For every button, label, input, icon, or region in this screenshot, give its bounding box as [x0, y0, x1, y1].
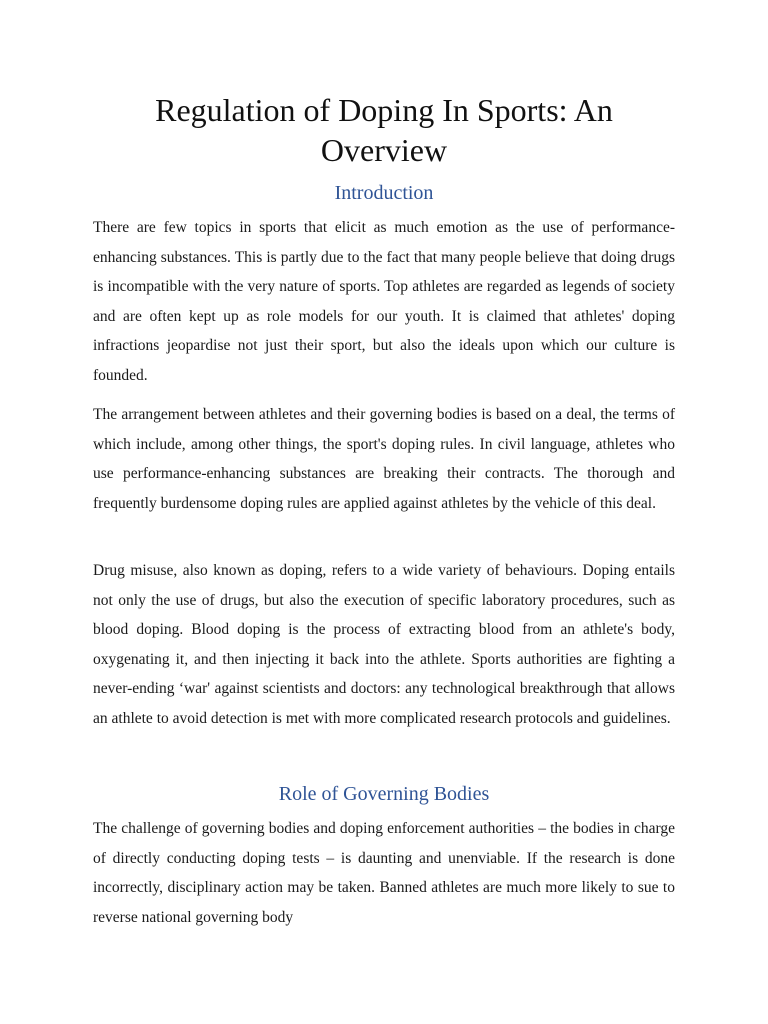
paragraph: The arrangement between athletes and their governing bodies is based on a deal, the terms of which include, among other things, the sport's doping rules. In civil language, athletes who use performance-enhancing substances are breaking their contracts. The thorough and frequently burdensome doping rules are applied against athletes by the vehicle of this deal.	[93, 406, 675, 512]
document-title: Regulation of Doping In Sports: An Overview	[155, 92, 613, 168]
section-heading-introduction: Introduction	[334, 182, 434, 204]
paragraph: Drug misuse, also known as doping, refers to a wide variety of behaviours. Doping entails not only the use of drugs, but also the execution of specific laboratory procedures, such as blood doping. Blood doping is the process of extracting blood from an athlete's body, oxygenating it, and then injecting it back into the athlete. Sports authorities are fighting a never-ending ‘war' against scientists and doctors: any technological breakthrough that allows an athlete to avoid detection is met with more complicated research protocols and guidelines.	[93, 562, 675, 727]
paragraph: The challenge of governing bodies and doping enforcement authorities – the bodies in charge of directly conducting doping tests – is daunting and unenviable. If the research is done incorrectly, disciplinary action may be taken. Banned athletes are much more likely to sue to reverse national governing body	[93, 820, 675, 926]
section-heading-role-of-governing-bodies: Role of Governing Bodies	[278, 783, 490, 805]
paragraph: There are few topics in sports that elicit as much emotion as the use of performance-enhancing substances. This is partly due to the fact that many people believe that doing drugs is incompatible with the very nature of sports. Top athletes are regarded as legends of society and are often kept up as role models for our youth. It is claimed that athletes' doping infractions jeopardise not just their sport, but also the ideals upon which our culture is founded.	[93, 219, 675, 384]
